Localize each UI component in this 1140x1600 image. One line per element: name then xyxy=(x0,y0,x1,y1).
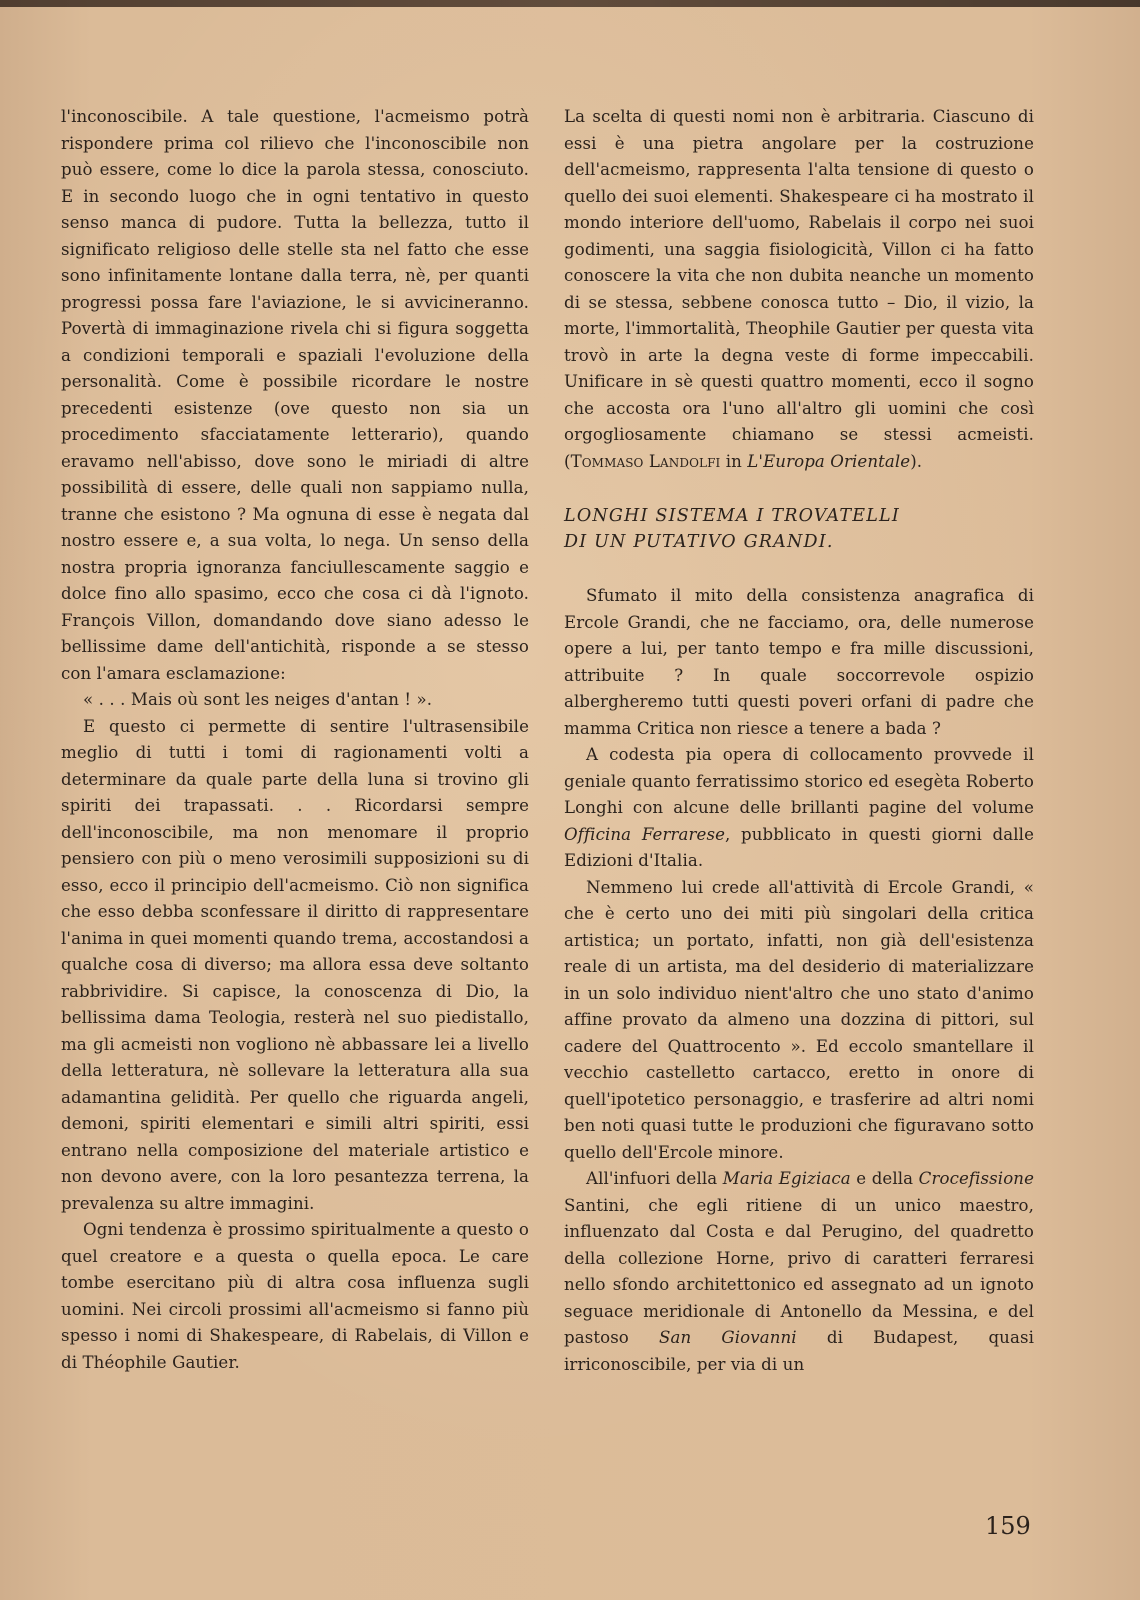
right-paragraph-3 xyxy=(564,742,1034,875)
villon-quote: « . . . Mais où sont les neiges d'antan ! ». xyxy=(83,690,433,709)
section-heading-line-1: LONGHI SISTEMA I TROVATELLI xyxy=(564,506,900,526)
left-column xyxy=(61,104,529,1376)
right-paragraph-3-a: A codesta pia opera di collocamento provvede il geniale quanto ferratissimo storico ed esegèta Roberto Longhi con alcune delle brillanti pagine del volume xyxy=(564,745,1034,817)
left-paragraph-2: E questo ci permette di sentire l'ultrasensibile meglio di tutti i tomi di ragionamenti volti a determinare da quale parte della luna si trovino gli spiriti dei trapassati. . . Ricordarsi sempre dell'inconoscibile, ma non menomare il proprio pensiero con più o meno verosimili supposizioni su di esso, ecco il principio dell'acmeismo. Ciò non significa che esso debba sconfessare il diritto di rappresentare l'anima in quei momenti quando trema, accostandosi a qualche cosa di diverso; ma allora essa deve soltanto rabbrividire. Si capisce, la conoscenza di Dio, la bellissima dama Teologia, resterà nel suo piedistallo, ma gli acmeisti non vogliono nè abbassare lei a livello della letteratura, nè sollevare la letteratura alla sua adamantina gelidità. Per quello che riguarda angeli, demoni, spiriti elementari e simili altri spiriti, essi entrano nella composizione del materiale artistico e non devono avere, con la loro pesantezza terrena, la prevalenza su altre immagini. xyxy=(61,716,529,1213)
work-title-1: Maria Egiziaca xyxy=(722,1169,851,1188)
left-paragraph-3: Ogni tendenza è prossimo spiritualmente a questo o quel creatore e a questa o quella epoca. Le care tombe esercitano più di altra cosa influenza sugli uomini. Nei circoli prossimi all'acmeismo si fanno più spesso i nomi di Shakespeare, di Rabelais, di Villon e di Théophile Gautier. xyxy=(61,1220,529,1372)
work-title-2: Crocefissione xyxy=(918,1169,1034,1188)
page-number: 159 xyxy=(985,1512,1031,1540)
right-paragraph-1-text: La scelta di questi nomi non è arbitraria. Ciascuno di essi è una pietra angolare per la costruzione dell'acmeismo, rappresenta l'alta tensione di questo o quello dei suoi elementi. Shakespeare ci ha mostrato il mondo interiore dell'uomo, Rabelais il corpo nei suoi godimenti, una saggia fisiologicità, Villon ci ha fatto conoscere la vita che non dubita neanche un momento di se stessa, sebbene conosca tutto – Dio, il vizio, la morte, l'immortalità, Theophile Gautier per questa vita trovò in arte la degna veste di forme impeccabili. Unificare in sè questi quattro momenti, ecco il sogno che accosta ora l'uno all'altro gli uomini che così orgogliosamente chiamano se stessi acmeisti. ( xyxy=(564,107,1034,471)
author-name: Tommaso Landolfi xyxy=(570,451,721,471)
right-paragraph-5-a: All'infuori della xyxy=(586,1169,723,1188)
right-paragraph-5 xyxy=(564,1166,1034,1378)
left-paragraph-1: l'inconoscibile. A tale questione, l'acmeismo potrà rispondere prima col rilievo che l'inconoscibile non può essere, come lo dice la parola stessa, conosciuto. E in secondo luogo che in ogni tentativo in questo senso manca di pudore. Tutta la bellezza, tutto il significato religioso delle stelle sta nel fatto che esse sono infinitamente lontane dalla terra, nè, per quanti progressi possa fare l'aviazione, le si avvicineranno. Povertà di immaginazione rivela chi si figura soggetta a condizioni temporali e spaziali l'evoluzione della personalità. Come è possibile ricordare le nostre precedenti esistenze (ove questo non sia un procedimento sfacciatamente letterario), quando eravamo nell'abisso, dove sono le miriadi di altre possibilità di essere, delle quali non sappiamo nulla, tranne che esistono ? Ma ognuna di esse è negata dal nostro essere e, a sua volta, lo nega. Un senso della nostra propria ignoranza fanciullescamente saggio e dolce fino allo spasimo, ecco che cosa ci dà l'ignoto. François Villon, domandando dove siano adesso le bellissime dame dell'antichità, risponde a se stesso con l'amara esclamazione: xyxy=(61,107,529,683)
right-paragraph-1 xyxy=(564,104,1034,475)
section-heading xyxy=(564,503,1034,555)
source-close: ). xyxy=(910,451,923,471)
right-paragraph-2: Sfumato il mito della consistenza anagrafica di Ercole Grandi, che ne facciamo, ora, delle numerose opere a lui, per tanto tempo e fra mille discussioni, attribuite ? In quale soccorrevole ospizio albergheremo tutti questi poveri orfani di padre che mamma Critica non riesce a tenere a bada ? xyxy=(564,586,1034,738)
book-title: Officina Ferrarese xyxy=(564,824,726,844)
page-top-edge xyxy=(0,0,1140,7)
right-paragraph-3-b: , pubblicato in questi giorni dalle Edizioni d'Italia. xyxy=(564,824,1034,870)
work-title-3: San Giovanni xyxy=(659,1328,797,1347)
section-heading-line-2: DI UN PUTATIVO GRANDI. xyxy=(564,532,834,552)
author-in: in xyxy=(720,451,748,471)
source-title: L'Europa Orientale xyxy=(747,451,911,471)
right-column xyxy=(564,104,1034,1378)
right-paragraph-5-b: e della xyxy=(850,1169,919,1188)
right-paragraph-4: Nemmeno lui crede all'attività di Ercole Grandi, « che è certo uno dei miti più singolari della critica artistica; un portato, infatti, non già dell'esistenza reale di un artista, ma del desiderio di materializzare in un solo individuo nient'altro che uno stato d'animo affine provato da almeno una dozzina di pittori, sul cadere del Quattrocento ». Ed eccolo smantellare il vecchio castelletto cartacco, eretto in onore di quell'ipotetico personaggio, e trasferire ad altri nomi ben noti quasi tutte le produzioni che figuravano sotto quello dell'Ercole minore. xyxy=(564,877,1034,1162)
right-paragraph-5-c: Santini, che egli ritiene di un unico maestro, influenzato dal Costa e dal Perugino, del quadretto della collezione Horne, privo di caratteri ferraresi nello sfondo architettonico ed assegnato ad un ignoto seguace meridionale di Antonello da Messina, e del pastoso xyxy=(564,1195,1034,1347)
right-paragraph-5-d: di Budapest, quasi irriconoscibile, per via di un xyxy=(564,1328,1034,1374)
